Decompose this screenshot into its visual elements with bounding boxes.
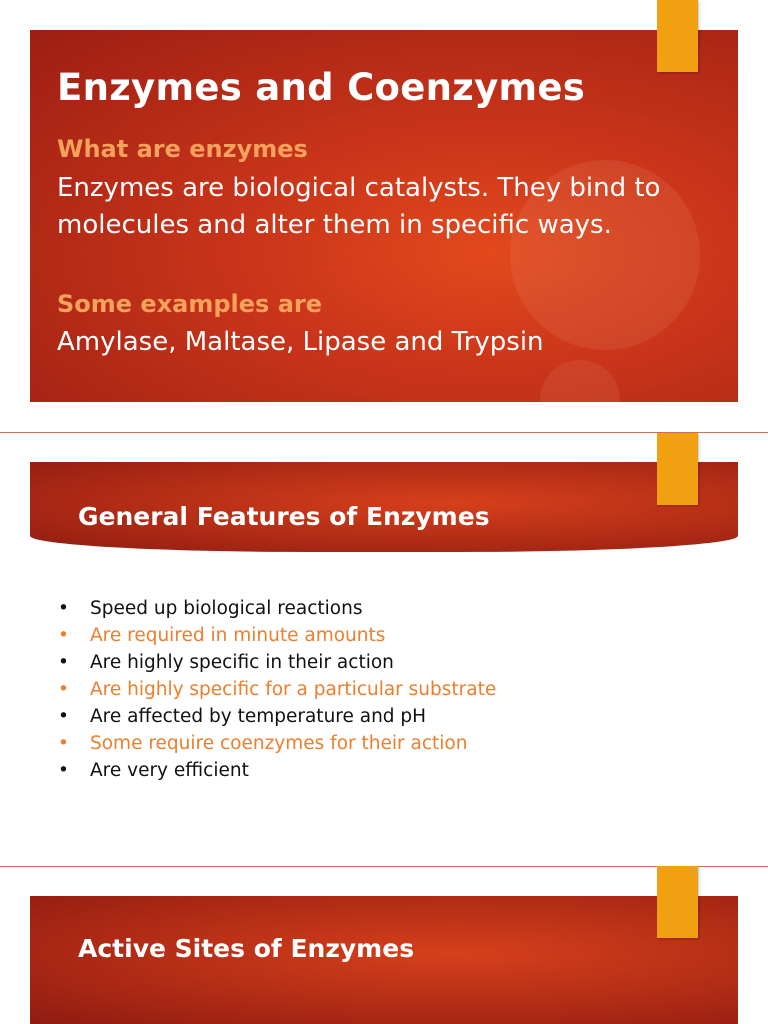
slide-3-tab-decoration bbox=[657, 866, 698, 938]
slide-1-title: Enzymes and Coenzymes bbox=[57, 66, 586, 109]
slide-2-banner bbox=[30, 462, 738, 552]
slide-1-panel bbox=[30, 30, 738, 402]
slide-1-tab-decoration bbox=[657, 0, 698, 72]
slide-3-title: Active Sites of Enzymes bbox=[78, 934, 415, 963]
bullet-icon: • bbox=[58, 706, 69, 727]
feature-item: • Are affected by temperature and pH bbox=[58, 703, 496, 730]
feature-item: • Some require coenzymes for their action bbox=[58, 730, 496, 757]
examples-heading: Some examples are bbox=[57, 290, 323, 318]
decorative-bubble bbox=[540, 360, 620, 402]
slide-divider bbox=[0, 866, 768, 867]
enzymes-definition-text: Enzymes are biological catalysts. They bind to molecules and alter them in specific ways. bbox=[57, 173, 661, 240]
bullet-icon: • bbox=[58, 652, 69, 673]
slide-3-banner bbox=[30, 896, 738, 1024]
feature-item: • Are highly specific in their action bbox=[58, 649, 496, 676]
bullet-icon: • bbox=[58, 679, 69, 700]
feature-item: • Are highly specific for a particular substrate bbox=[58, 676, 496, 703]
bullet-icon: • bbox=[58, 625, 69, 646]
slide-2-title: General Features of Enzymes bbox=[78, 502, 490, 531]
bullet-icon: • bbox=[58, 598, 69, 619]
feature-item: • Speed up biological reactions bbox=[58, 595, 496, 622]
examples-text: Amylase, Maltase, Lipase and Trypsin bbox=[57, 327, 544, 357]
slide-2-tab-decoration bbox=[657, 433, 698, 505]
slide-1 bbox=[0, 0, 768, 432]
bullet-icon: • bbox=[58, 760, 69, 781]
what-are-enzymes-heading: What are enzymes bbox=[57, 135, 308, 163]
feature-item: • Are required in minute amounts bbox=[58, 622, 496, 649]
feature-item: • Are very efficient bbox=[58, 757, 496, 784]
bullet-icon: • bbox=[58, 733, 69, 754]
features-list bbox=[58, 595, 496, 784]
